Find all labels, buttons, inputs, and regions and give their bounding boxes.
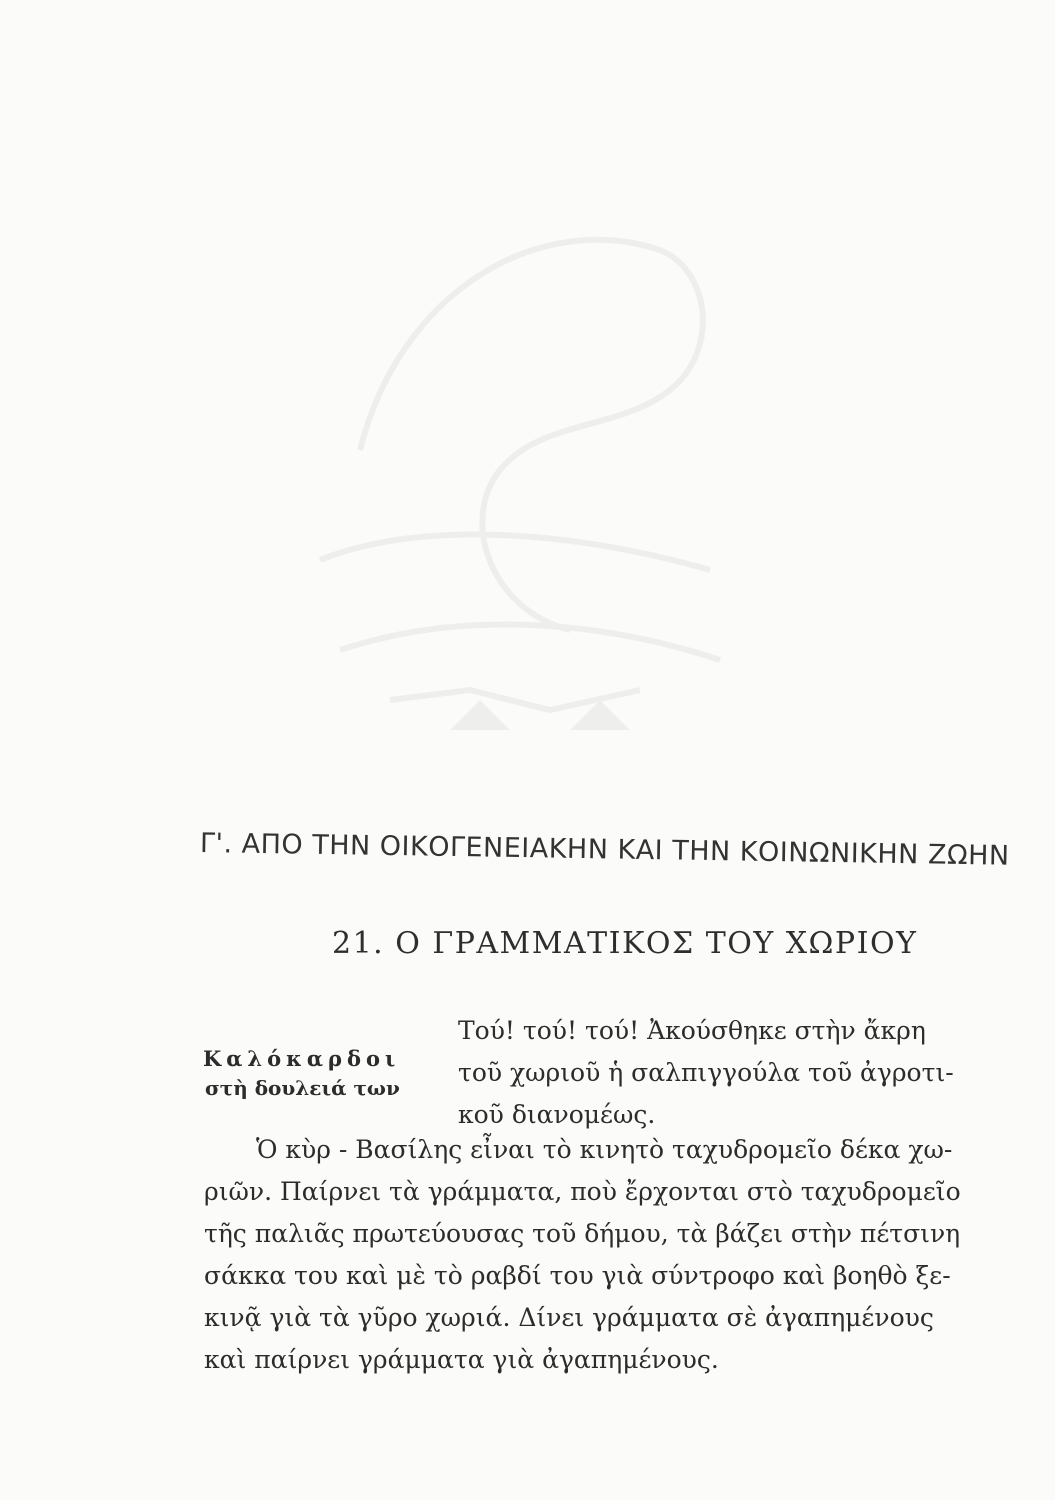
text-line: σάκκα του καὶ μὲ τὸ ραβδί του γιὰ σύντροφο καὶ βοηθὸ ξε- (204, 1261, 951, 1290)
text-line: Ὁ κὺρ - Βασίλης εἶναι τὸ κινητὸ ταχυδρομεῖο δέκα χω- (256, 1135, 953, 1164)
text-line: καὶ παίρνει γράμματα γιὰ ἀγαπημένους. (204, 1345, 719, 1374)
paragraph-body (204, 1129, 1044, 1381)
text-line: ριῶν. Παίρνει τὰ γράμματα, ποὺ ἔρχονται στὸ ταχυδρομεῖο (204, 1177, 961, 1206)
text-line: κοῦ διανομέως. (458, 1100, 656, 1129)
text-line: κινᾷ γιὰ τὰ γῦρο χωριά. Δίνει γράμματα σὲ ἀγαπημένους (204, 1303, 934, 1332)
chapter-title: 21. Ο ΓΡΑΜΜΑΤΙΚΟΣ ΤΟΥ ΧΩΡΙΟΥ (332, 926, 918, 961)
paragraph-intro (458, 1010, 1038, 1136)
bleed-through-illustration (240, 90, 800, 810)
text-line: τῆς παλιᾶς πρωτεύουσας τοῦ δήμου, τὰ βάζει στὴν πέτσινη (204, 1219, 961, 1248)
sidenote-line: Καλόκαρδοι (203, 1046, 401, 1071)
text-line: τοῦ χωριοῦ ἡ σαλπιγγούλα τοῦ ἀγροτι- (458, 1058, 954, 1087)
margin-sidenote (203, 1044, 443, 1102)
section-heading: Γ'. ΑΠΟ ΤΗΝ ΟΙΚΟΓΕΝΕΙΑΚΗΝ ΚΑΙ ΤΗΝ ΚΟΙΝΩΝΙΚΗΝ ΖΩΗΝ (199, 828, 1010, 872)
text-line: Τού! τού! τού! Ἀκούσθηκε στὴν ἄκρη (458, 1016, 926, 1045)
sidenote-line: στὴ δουλειά των (205, 1076, 400, 1100)
